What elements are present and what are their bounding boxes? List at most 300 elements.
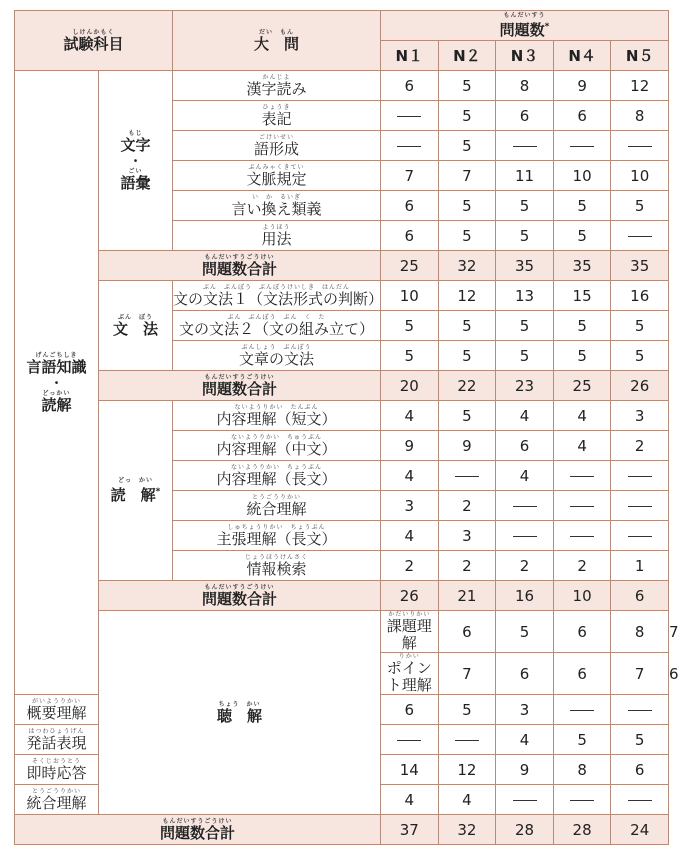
label-text: 大 問	[254, 34, 300, 53]
section-moji-goi	[99, 71, 173, 251]
value-cell	[381, 695, 439, 725]
value-text: 4	[577, 436, 587, 455]
label-text: 用法	[261, 229, 292, 248]
total-label	[99, 374, 380, 398]
count-text: 問題数	[499, 21, 545, 39]
furigana: もんだいすう	[503, 12, 546, 19]
daimon-label	[381, 611, 438, 652]
furigana: ごい	[128, 167, 143, 175]
value-text: 15	[572, 286, 592, 305]
value-text: 10	[572, 586, 592, 605]
value-cell	[553, 755, 611, 785]
value-text: 35	[572, 256, 592, 275]
value-cell	[553, 695, 611, 725]
value-cell	[553, 461, 611, 491]
daimon-cell	[173, 431, 381, 461]
value-cell	[496, 725, 554, 755]
furigana: かんじよ	[262, 73, 291, 81]
label-text: 問題数合計	[202, 379, 278, 398]
label-text: 語形成	[254, 139, 300, 158]
furigana: ようほう	[262, 223, 291, 231]
value-cell	[438, 131, 496, 161]
value-text: 26	[630, 376, 650, 395]
value-cell	[381, 551, 439, 581]
value-cell	[496, 521, 554, 551]
daimon-cell	[173, 551, 381, 581]
daimon-cell	[173, 461, 381, 491]
table-body	[15, 11, 679, 845]
value-cell	[496, 251, 554, 281]
value-cell	[381, 401, 439, 431]
level-text: N５	[625, 47, 654, 65]
value-cell	[381, 521, 439, 551]
dash-mark	[628, 236, 652, 237]
furigana: しゅちょうりかい ちょうぶん	[227, 523, 326, 531]
furigana: どっ かい	[118, 477, 153, 484]
furigana: りかい	[398, 653, 420, 660]
value-text: 25	[399, 256, 419, 275]
bunpo-label	[99, 314, 172, 338]
value-text: 5	[577, 346, 587, 365]
value-text: 8	[634, 106, 645, 125]
value-cell	[438, 521, 496, 551]
dokkai-text: 読解	[41, 395, 72, 414]
daimon-label	[173, 554, 380, 578]
value-text: 9	[577, 76, 587, 95]
moji-text: 文字	[120, 135, 151, 154]
value-text: 6	[404, 700, 415, 719]
daimon-cell	[173, 311, 381, 341]
subject-label	[15, 29, 172, 53]
value-text: 5	[462, 196, 472, 215]
daimon-label	[173, 464, 380, 488]
dash-mark	[513, 800, 537, 801]
daimon-label	[15, 758, 98, 782]
value-text: 5	[462, 226, 472, 245]
value-cell	[553, 551, 611, 581]
furigana: ないようりかい ちょうぶん	[231, 463, 323, 471]
value-text: 5	[577, 196, 587, 215]
label-text: 文章の文法	[239, 349, 315, 368]
label-text: 課題理解	[386, 617, 432, 652]
value-cell	[438, 611, 496, 653]
label-text: 問題数合計	[202, 589, 278, 608]
table-row	[15, 401, 669, 431]
label-text: 主張理解（長文）	[216, 529, 337, 548]
value-cell	[496, 221, 554, 251]
value-cell	[381, 581, 439, 611]
value-text: 5	[462, 700, 472, 719]
value-text: 5	[519, 346, 530, 365]
label-text: 文脈規定	[246, 169, 307, 188]
value-text: 5	[519, 196, 530, 215]
gengo-text: 言語知識	[26, 357, 87, 376]
value-cell	[496, 101, 554, 131]
value-text: 4	[404, 406, 415, 425]
value-cell	[611, 695, 669, 725]
furigana: じょうほうけんさく	[245, 553, 309, 561]
value-cell	[611, 521, 669, 551]
value-text: 14	[399, 760, 419, 779]
furigana: もんだいすうごうけい	[204, 373, 275, 381]
label-text: 内容理解（長文）	[216, 469, 337, 488]
value-cell	[438, 785, 496, 815]
value-cell	[381, 341, 439, 371]
value-text: 5	[462, 136, 472, 155]
level-header	[381, 41, 439, 71]
value-cell	[553, 251, 611, 281]
value-cell	[611, 101, 669, 131]
value-cell	[611, 581, 669, 611]
furigana: もじ	[128, 129, 143, 137]
value-text: 4	[404, 526, 415, 545]
daimon-label	[173, 524, 380, 548]
value-text: 6	[577, 106, 587, 125]
value-cell	[381, 191, 439, 221]
value-cell	[381, 755, 439, 785]
value-text: 35	[514, 256, 535, 275]
value-cell	[611, 401, 669, 431]
value-cell	[496, 581, 554, 611]
daimon-label	[173, 224, 380, 248]
value-text: 5	[519, 226, 530, 245]
value-cell	[496, 611, 554, 653]
dash-mark	[513, 536, 537, 537]
label-text: 統合理解	[246, 499, 307, 518]
level-header	[611, 41, 669, 71]
header-row	[15, 11, 669, 41]
dash-mark	[628, 476, 652, 477]
level-text: N１	[395, 47, 424, 65]
value-text: 4	[404, 466, 415, 485]
label-text: 発話表現	[26, 733, 87, 752]
value-cell	[438, 653, 496, 695]
value-cell	[381, 281, 439, 311]
jlpt-question-table	[14, 10, 679, 845]
dash-mark	[628, 536, 652, 537]
section-dokkai	[99, 401, 173, 581]
value-text: 12	[457, 760, 477, 779]
value-cell	[496, 281, 554, 311]
value-cell	[438, 161, 496, 191]
value-cell	[553, 191, 611, 221]
table-row	[15, 71, 669, 101]
dash-mark	[570, 710, 594, 711]
value-text: 37	[399, 820, 419, 839]
value-cell	[438, 341, 496, 371]
label-text: 文の文法１（文法形式の判断）	[173, 289, 384, 308]
value-text: 26	[399, 586, 419, 605]
value-text: 4	[519, 466, 530, 485]
daimon-cell	[173, 71, 381, 101]
furigana: ぶん ぶんぽう ぶん く た	[227, 313, 326, 321]
value-text: 3	[634, 406, 645, 425]
value-cell	[553, 611, 611, 653]
daimon-label	[173, 104, 380, 128]
value-text: 5	[577, 730, 587, 749]
furigana: ぶんみゃくきてい	[248, 163, 305, 171]
value-text: 25	[572, 376, 592, 395]
value-cell	[381, 221, 439, 251]
furigana: もんだいすうごうけい	[204, 583, 275, 591]
value-text: 6	[577, 622, 587, 641]
value-text: 5	[404, 316, 415, 335]
value-cell	[553, 311, 611, 341]
value-text: 16	[514, 586, 535, 605]
value-cell	[438, 71, 496, 101]
value-text: 2	[577, 556, 587, 575]
value-cell	[496, 131, 554, 161]
daimon-cell	[173, 401, 381, 431]
value-text: 10	[572, 166, 592, 185]
label-text: 問題数合計	[202, 259, 278, 278]
dash-mark	[397, 116, 421, 117]
value-text: 5	[577, 226, 587, 245]
value-text: 20	[399, 376, 419, 395]
dash-mark	[397, 146, 421, 147]
value-cell	[553, 101, 611, 131]
furigana: しけんかもく	[72, 28, 115, 36]
daimon-label	[173, 314, 380, 338]
value-cell	[496, 785, 554, 815]
value-cell	[611, 221, 669, 251]
value-text: 2	[404, 556, 415, 575]
value-cell	[438, 311, 496, 341]
table-row	[15, 281, 669, 311]
daimon-label	[173, 283, 384, 308]
daimon-cell	[381, 611, 439, 653]
daimon-cell	[173, 221, 381, 251]
value-text: 9	[462, 436, 472, 455]
separator-dot: ・	[129, 153, 142, 168]
value-text: 6	[462, 622, 472, 641]
value-text: 2	[462, 556, 472, 575]
value-cell	[496, 551, 554, 581]
value-cell	[381, 371, 439, 401]
value-text: 11	[514, 166, 535, 185]
total-label-cell	[15, 815, 381, 845]
value-cell	[496, 461, 554, 491]
value-text: 2	[634, 436, 645, 455]
furigana: とうごうりかい	[252, 493, 302, 501]
daimon-label	[173, 434, 380, 458]
furigana: がいようりかい	[31, 697, 81, 705]
value-cell	[496, 191, 554, 221]
chokai-label	[99, 701, 380, 725]
value-text: 24	[630, 820, 650, 839]
value-text: 7	[669, 622, 679, 641]
label-text: 内容理解（中文）	[216, 439, 337, 458]
dash-mark	[628, 146, 652, 147]
dash-mark	[628, 800, 652, 801]
value-cell	[553, 431, 611, 461]
value-text: 7	[634, 664, 645, 683]
value-cell	[553, 371, 611, 401]
level-text: N４	[568, 47, 596, 65]
value-cell	[496, 401, 554, 431]
dokkai-label	[99, 477, 172, 504]
total-row	[15, 581, 669, 611]
total-row	[15, 371, 669, 401]
furigana: い か るいぎ	[252, 193, 302, 201]
level-text: N２	[453, 47, 481, 65]
label-text: 即時応答	[26, 763, 87, 782]
asterisk-mark: *	[155, 487, 161, 497]
value-cell	[611, 461, 669, 491]
label-text: 聴 解	[217, 706, 263, 725]
value-text: 2	[519, 556, 530, 575]
value-cell	[381, 251, 439, 281]
label-text	[99, 484, 172, 504]
section-gengo-dokkai	[15, 71, 99, 695]
value-cell	[553, 161, 611, 191]
value-cell	[381, 815, 439, 845]
dash-mark	[570, 476, 594, 477]
value-text: 7	[462, 664, 472, 683]
daimon-cell	[173, 161, 381, 191]
asterisk-mark: *	[544, 22, 550, 32]
total-label-cell	[99, 581, 381, 611]
value-cell	[553, 131, 611, 161]
value-text: 5	[634, 730, 645, 749]
daimon-cell	[381, 653, 439, 695]
separator-dot: ・	[50, 375, 63, 390]
label-text: 問題数合計	[160, 823, 236, 842]
value-text: 5	[462, 106, 472, 125]
label-text: ポイント理解	[386, 659, 432, 694]
value-cell	[611, 311, 669, 341]
total-label-cell	[99, 251, 381, 281]
value-text: 6	[634, 760, 645, 779]
count-header	[381, 11, 669, 41]
value-text: 8	[577, 760, 587, 779]
value-text: 5	[519, 316, 530, 335]
value-text: 16	[630, 286, 650, 305]
value-text: 28	[572, 820, 592, 839]
value-cell	[611, 71, 669, 101]
value-cell	[438, 725, 496, 755]
daimon-label	[173, 29, 380, 53]
level-header	[438, 41, 496, 71]
furigana: ひょうき	[262, 103, 291, 111]
value-cell	[381, 311, 439, 341]
value-cell	[496, 71, 554, 101]
value-text: 35	[630, 256, 650, 275]
value-cell	[611, 725, 669, 755]
dash-mark	[455, 740, 479, 741]
value-text: 3	[462, 526, 472, 545]
daimon-cell	[173, 191, 381, 221]
value-text: 21	[457, 586, 477, 605]
moji-goi-label	[99, 130, 172, 192]
daimon-cell	[15, 725, 99, 755]
value-cell	[496, 653, 554, 695]
value-text: 6	[577, 664, 587, 683]
furigana: どっかい	[42, 389, 71, 397]
furigana: とうごうりかい	[31, 787, 81, 795]
level-header	[496, 41, 554, 71]
section-chokai	[99, 611, 381, 815]
label-text: 文 法	[113, 319, 159, 338]
value-text: 6	[634, 586, 645, 605]
value-cell	[438, 581, 496, 611]
value-cell	[381, 131, 439, 161]
dash-mark	[570, 800, 594, 801]
daimon-label	[15, 788, 98, 812]
daimon-label	[381, 653, 438, 694]
value-text: 6	[519, 106, 530, 125]
value-cell	[553, 281, 611, 311]
value-text: 8	[519, 76, 530, 95]
value-text: 13	[514, 286, 535, 305]
value-cell	[381, 71, 439, 101]
dash-mark	[628, 710, 652, 711]
value-text: 5	[462, 316, 472, 335]
furigana: ぶんしょう ぶんぽう	[241, 343, 312, 351]
value-text: 32	[457, 820, 477, 839]
value-cell	[438, 251, 496, 281]
value-text: 4	[462, 790, 472, 809]
value-cell	[553, 521, 611, 551]
value-cell	[438, 371, 496, 401]
value-cell	[611, 161, 669, 191]
furigana: ないようりかい ちゅうぶん	[231, 433, 323, 441]
total-label	[99, 584, 380, 608]
daimon-cell	[173, 341, 381, 371]
daimon-label	[173, 404, 380, 428]
value-cell	[496, 371, 554, 401]
value-cell	[438, 755, 496, 785]
value-text: 6	[404, 196, 415, 215]
label-text: 表記	[261, 109, 292, 128]
total-label	[99, 254, 380, 278]
furigana: ないようりかい たんぶん	[234, 403, 319, 411]
value-cell	[496, 755, 554, 785]
value-cell	[553, 581, 611, 611]
level-header	[553, 41, 611, 71]
value-cell	[496, 431, 554, 461]
value-cell	[553, 221, 611, 251]
value-cell	[381, 101, 439, 131]
value-cell	[496, 311, 554, 341]
value-cell	[553, 71, 611, 101]
furigana: ぶん ぶんぽう ぶんぽうけいしき はんだん	[203, 283, 351, 291]
value-text: 6	[519, 664, 530, 683]
total-row	[15, 815, 669, 845]
total-label	[15, 818, 380, 842]
value-text: 12	[457, 286, 477, 305]
value-cell	[553, 653, 611, 695]
value-text: 5	[462, 346, 472, 365]
count-label	[381, 12, 668, 39]
value-cell	[611, 431, 669, 461]
value-text: 10	[630, 166, 650, 185]
value-cell	[496, 341, 554, 371]
table-row	[15, 611, 669, 653]
value-text: 7	[462, 166, 472, 185]
value-cell	[611, 341, 669, 371]
value-cell	[496, 491, 554, 521]
level-text: N３	[510, 47, 539, 65]
daimon-label	[173, 164, 380, 188]
value-text: 5	[462, 406, 472, 425]
daimon-label	[173, 134, 380, 158]
value-cell	[553, 341, 611, 371]
value-text: 5	[577, 316, 587, 335]
value-cell	[438, 191, 496, 221]
value-cell	[496, 695, 554, 725]
dash-mark	[570, 506, 594, 507]
